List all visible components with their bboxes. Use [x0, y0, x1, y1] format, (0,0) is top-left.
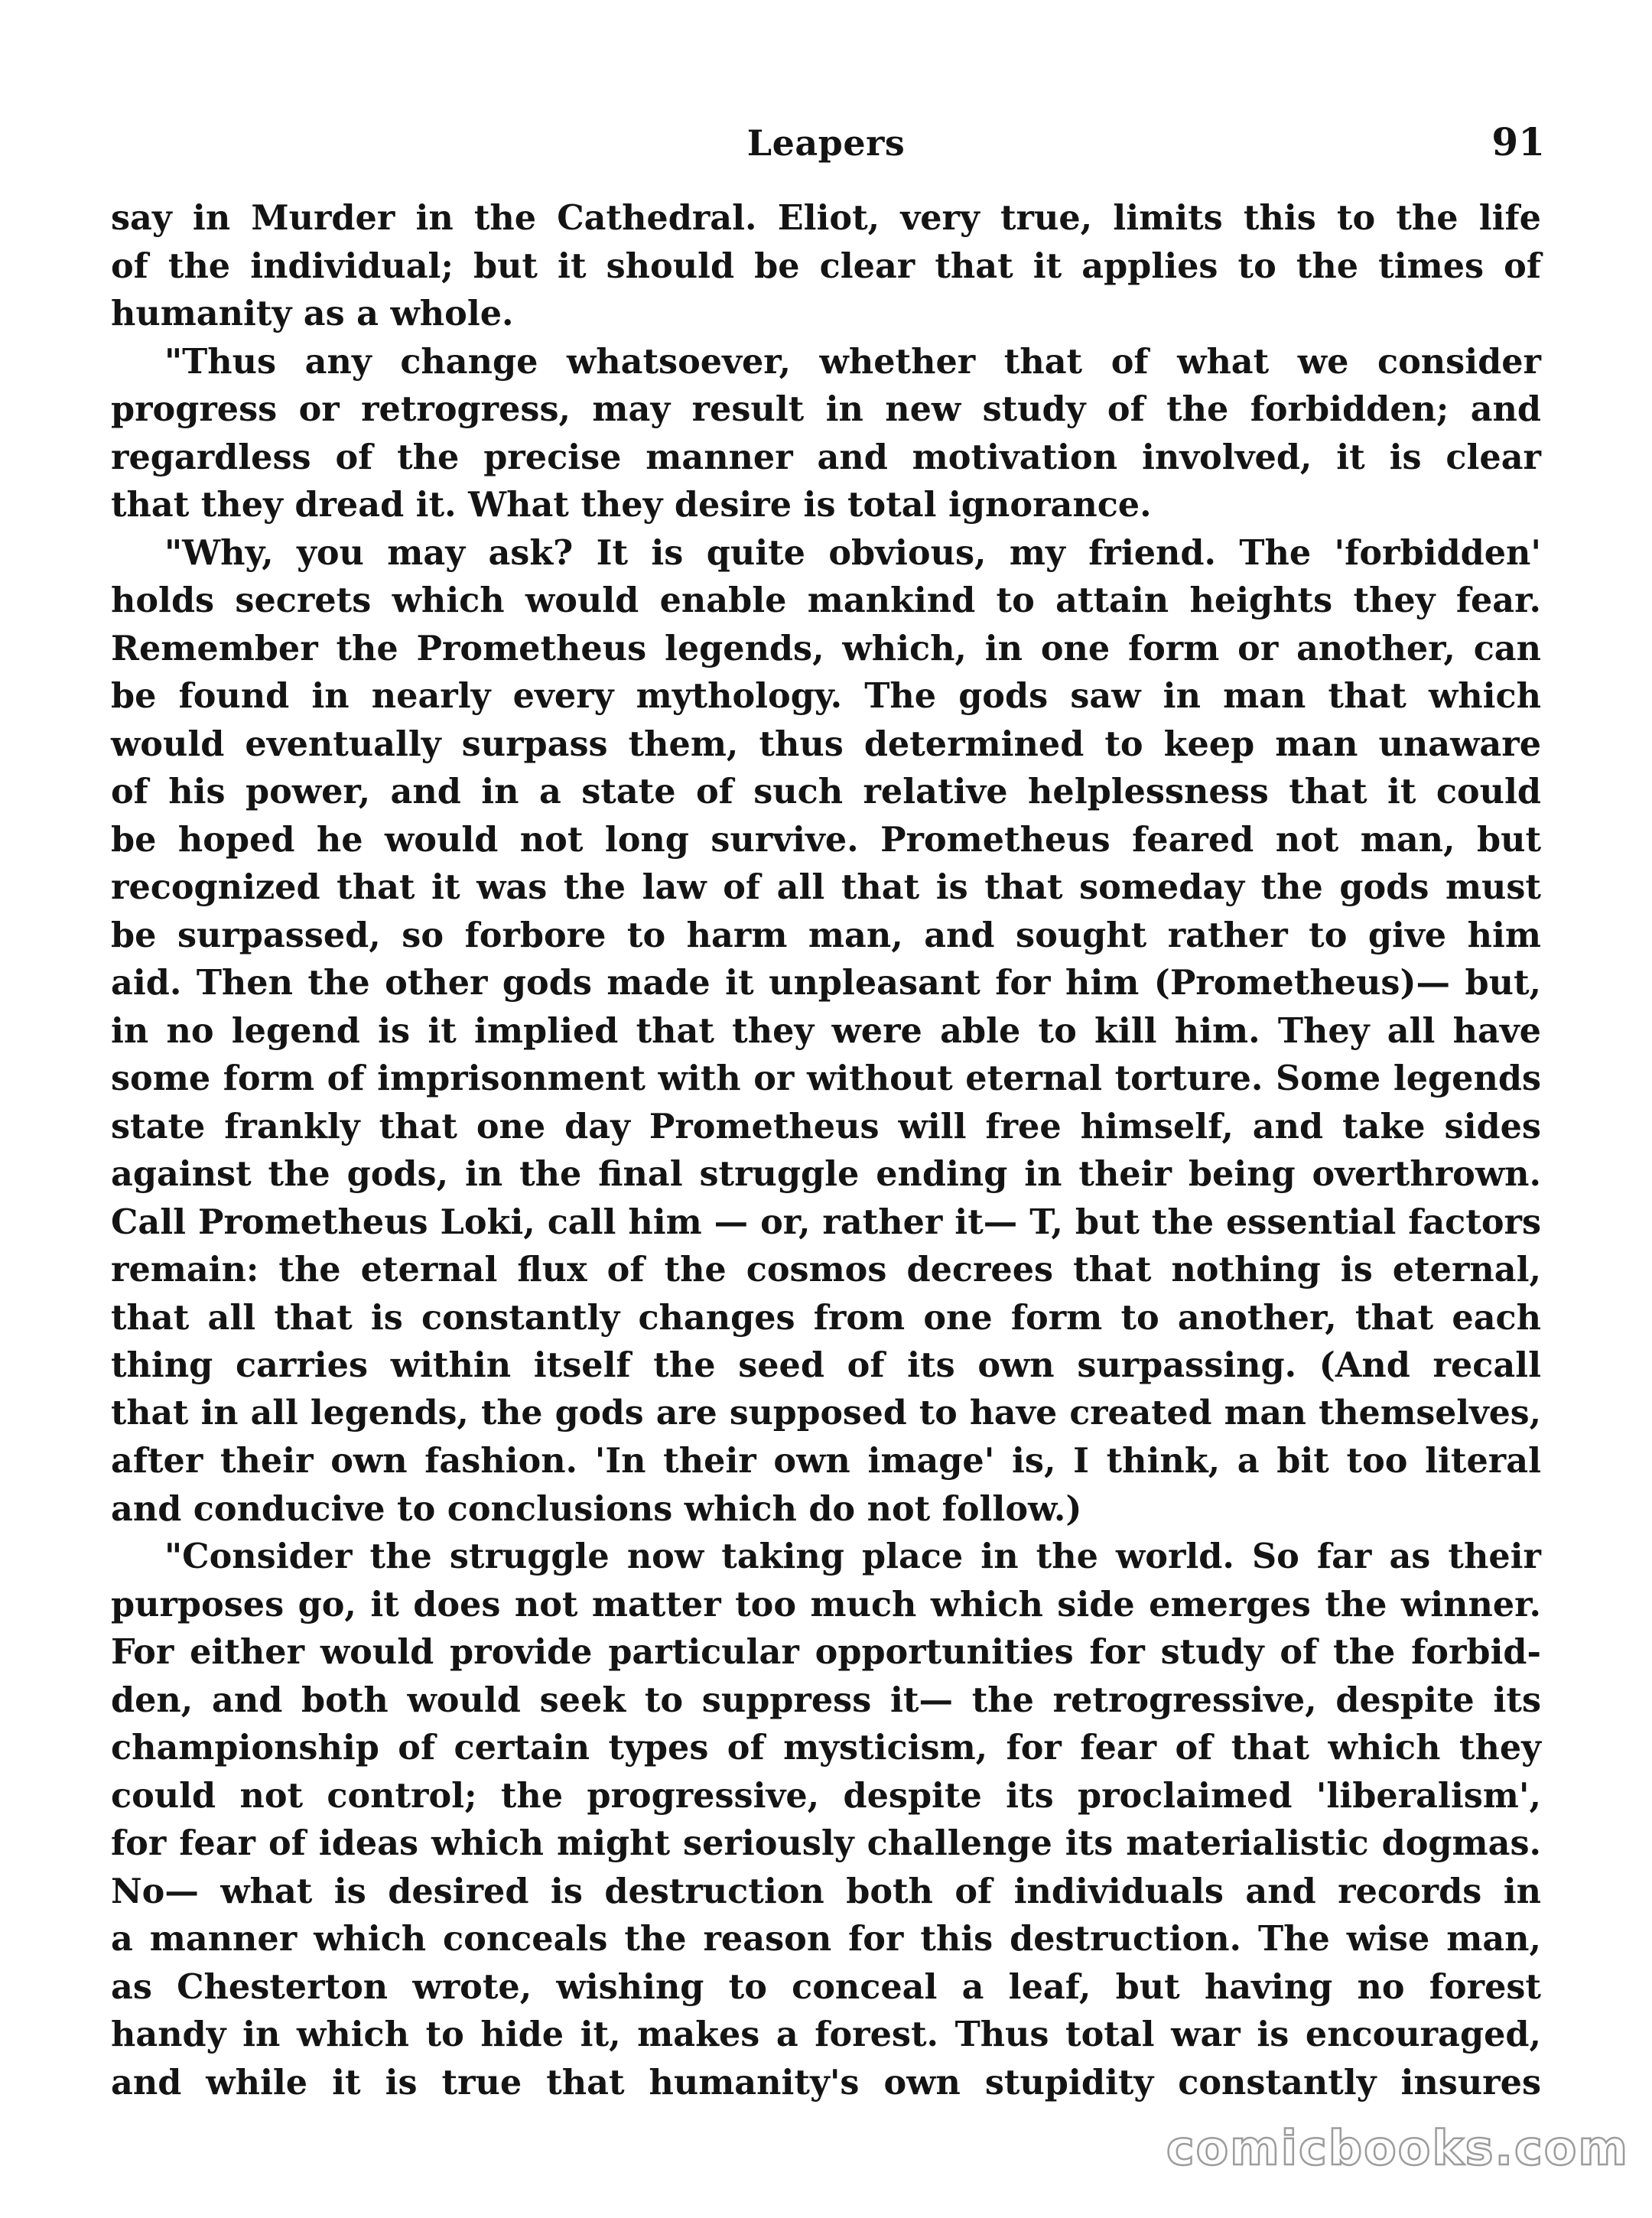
text-line: be found in nearly every mythology. The gods saw in man that which: [111, 676, 1541, 716]
running-title: Leapers: [746, 122, 906, 164]
text-line: of his power, and in a state of such relative helplessness that it could: [111, 772, 1541, 811]
text-line: championship of certain types of mysticism, for fear of that which they: [111, 1728, 1541, 1768]
text-line: for fear of ideas which might seriously challenge its materialistic dogmas.: [111, 1823, 1541, 1863]
text-line: that all that is constantly changes from one form to another, that each: [111, 1297, 1541, 1338]
text-line: "Consider the struggle now taking place in the world. So far as their: [164, 1537, 1541, 1576]
text-line: handy in which to hide it, makes a forest. Thus total war is encouraged,: [111, 2015, 1541, 2054]
text-line: that in all legends, the gods are supposed to have created man themselves,: [111, 1393, 1541, 1433]
text-line: be hoped he would not long survive. Prometheus feared not man, but: [111, 819, 1541, 860]
text-line: For either would provide particular opportunities for study of the forbid-: [111, 1632, 1541, 1672]
text-line: be surpassed, so forbore to harm man, and sought rather to give him: [111, 915, 1541, 955]
text-line: Call Prometheus Loki, call him — or, rather it— T, but the essential factors: [111, 1202, 1541, 1242]
text-line: regardless of the precise manner and motivation involved, it is clear: [111, 437, 1541, 477]
text-line: den, and both would seek to suppress it— the retrogressive, despite its: [111, 1680, 1541, 1720]
text-line: could not control; the progressive, despite its proclaimed 'liberalism',: [111, 1775, 1541, 1816]
text-line: in no legend is it implied that they were able to kill him. They all have: [111, 1010, 1541, 1051]
text-line: purposes go, it does not matter too much which side emerges the winner.: [111, 1584, 1541, 1624]
text-line: and while it is true that humanity's own stupidity constantly insures: [111, 2062, 1541, 2103]
body-text: [111, 194, 1541, 2106]
text-line: remain: the eternal flux of the cosmos decrees that nothing is eternal,: [111, 1250, 1541, 1289]
text-line: as Chesterton wrote, wishing to conceal a leaf, but having no forest: [111, 1966, 1541, 2007]
text-line: recognized that it was the law of all that is that someday the gods must: [111, 867, 1541, 907]
text-line: after their own fashion. 'In their own image' is, I think, a bit too literal: [111, 1441, 1541, 1481]
watermark: comicbooks.com: [1166, 2120, 1629, 2176]
text-line: humanity as a whole.: [111, 294, 514, 333]
text-line: a manner which conceals the reason for this destruction. The wise man,: [111, 1919, 1541, 1959]
text-line: some form of imprisonment with or without eternal torture. Some legends: [111, 1059, 1541, 1098]
text-line: thing carries within itself the seed of its own surpassing. (And recall: [111, 1345, 1541, 1385]
text-line: state frankly that one day Prometheus will free himself, and take sides: [111, 1106, 1541, 1146]
text-line: "Why, you may ask? It is quite obvious, my friend. The 'forbidden': [164, 532, 1541, 573]
text-line: of the individual; but it should be clear that it applies to the times of: [111, 246, 1541, 286]
text-line: aid. Then the other gods made it unpleasant for him (Prometheus)— but,: [111, 963, 1541, 1003]
text-line: progress or retrogress, may result in new study of the forbidden; and: [111, 389, 1541, 429]
text-line: "Thus any change whatsoever, whether that of what we consider: [164, 341, 1541, 382]
page-number: 91: [1491, 119, 1545, 164]
text-line: Remember the Prometheus legends, which, in one form or another, can: [111, 628, 1541, 668]
text-line: No— what is desired is destruction both of individuals and records in: [111, 1871, 1541, 1911]
text-line: and conducive to conclusions which do not follow.): [111, 1488, 1082, 1529]
text-line: say in Murder in the Cathedral. Eliot, very true, limits this to the life: [111, 198, 1541, 238]
text-line: holds secrets which would enable mankind to attain heights they fear.: [111, 581, 1541, 620]
text-line: that they dread it. What they desire is total ignorance.: [111, 485, 1152, 525]
page-header: [0, 119, 1652, 176]
text-line: would eventually surpass them, thus determined to keep man unaware: [111, 724, 1541, 764]
text-line: against the gods, in the final struggle ending in their being overthrown.: [111, 1154, 1541, 1194]
